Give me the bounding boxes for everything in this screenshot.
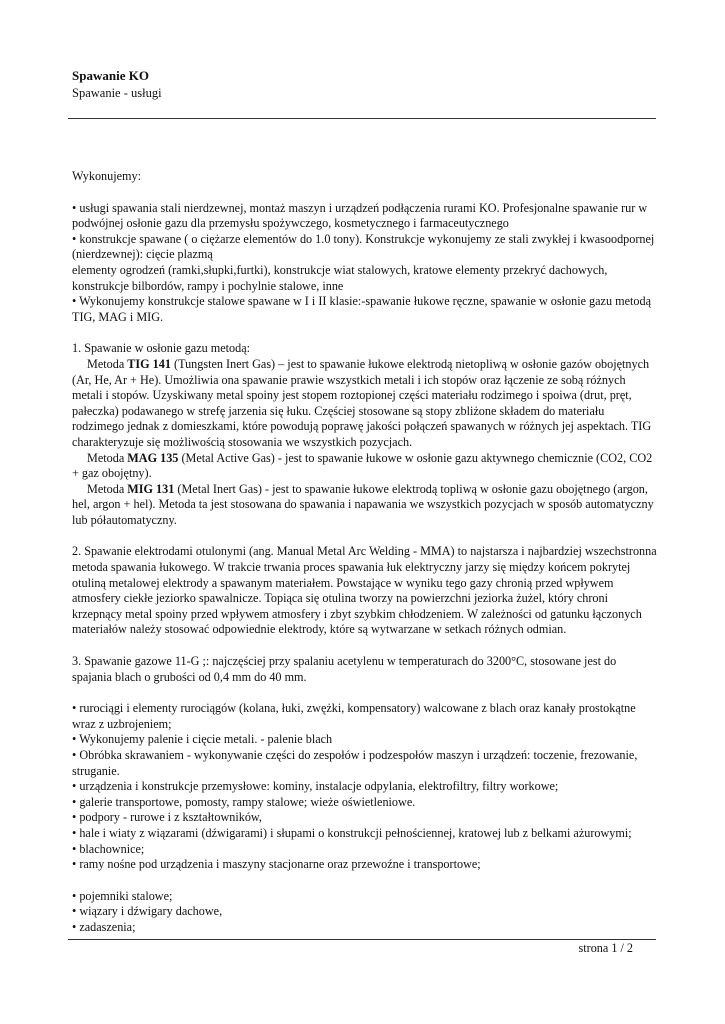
mig-prefix: Metoda	[87, 481, 128, 496]
page-number: strona 1 / 2	[578, 941, 633, 955]
list-item: • wiązary i dźwigary dachowe,	[72, 904, 223, 919]
mag-paragraph	[72, 451, 658, 482]
page-title: Spawanie KO	[72, 68, 149, 83]
mag-prefix: Metoda	[87, 450, 128, 465]
intro-text: Wykonujemy:	[72, 169, 141, 183]
tig-name: TIG 141	[127, 356, 171, 371]
tig-prefix: Metoda	[87, 356, 128, 371]
list-item: • Obróbka skrawaniem - wykonywanie części do zespołów i podzespołów maszyn i urządzeń: toczenie, frezowanie, struganie.	[72, 748, 638, 778]
list-item: • ramy nośne pod urządzenia i maszyny stacjonarne oraz przewoźne i transportowe;	[72, 857, 481, 872]
mag-text: (Metal Active Gas) - jest to spawanie łukowe w osłonie gazu aktywnego chemicznie (CO2, CO2 + gaz obojętny).	[72, 450, 653, 481]
section2-paragraph: 2. Spawanie elektrodami otulonymi (ang. Manual Metal Arc Welding - MMA) to najstarsza i najbardziej wszechstronna metoda spawania łukowego. W trakcie trwania proces spawania łuk elektryczny jarzy się między końcem pokrytej otuliną metalowej elektrody a spawanym materiałem. Powstające w wyniku tego gazy chronią przed wpływem atmosfery ciekłe jeziorko spawalnicze. Topiąca się otulina tworzy na powierzchni jeziorka żużel, który chroni krzepnący metal spoiny przed wpływem atmosfery i zbyt szybkim chłodzeniem. W zależności od gatunku łączonych materiałów należy stosować odpowiednie elektrody, które są wytwarzane w setkach różnych odmian.	[72, 544, 657, 637]
document-header	[72, 68, 162, 101]
list-item: • urządzenia i konstrukcje przemysłowe: kominy, instalacje odpylania, elektrofiltry, filtry workowe;	[72, 779, 559, 794]
service-item: • konstrukcje spawane ( o ciężarze elementów do 1.0 tony). Konstrukcje wykonujemy ze stali zwykłej i kwasoodpornej (nierdzewnej): cięcie plazmą	[72, 231, 655, 262]
mig-paragraph	[72, 482, 658, 529]
mag-name: MAG 135	[127, 450, 179, 465]
section1-heading: 1. Spawanie w osłonie gazu metodą:	[72, 341, 251, 356]
list-item: • galerie transportowe, pomosty, rampy stalowe; wieże oświetleniowe.	[72, 794, 416, 809]
service-item: • Wykonujemy konstrukcje stalowe spawane w I i II klasie:-spawanie łukowe ręczne, spawanie w osłonie gazu metodą TIG, MAG i MIG.	[72, 294, 651, 324]
mig-name: MIG 131	[127, 481, 175, 496]
list-item: • blachownice;	[72, 841, 145, 856]
list-item: • pojemniki stalowe;	[72, 888, 173, 903]
page-subtitle: Spawanie - usługi	[72, 86, 162, 100]
mig-text: (Metal Inert Gas) - jest to spawanie łukowe elektrodą topliwą w osłonie gazu obojętnego (argon, hel, argon + hel). Metoda ta jest stosowana do spawania i napawania we wszystkich pozycjach w sposób automatyczny lub półautomatyczny.	[72, 481, 654, 527]
section3-paragraph: 3. Spawanie gazowe 11-G ;: najczęściej przy spalaniu acetylenu w temperaturach do 3200°C, stosowane jest do spajania blach o grubości od 0,4 mm do 40 mm.	[72, 654, 617, 684]
list-item: • zadaszenia;	[72, 919, 136, 934]
service-item: elementy ogrodzeń (ramki,słupki,furtki), konstrukcje wiat stalowych, kratowe elementy przekryć dachowych, konstrukcje bilbordów, rampy i pochylnie stalowe, inne	[72, 262, 608, 293]
header-divider	[68, 118, 656, 119]
document-body	[72, 169, 658, 936]
list-item: • rurociągi i elementy rurociągów (kolana, łuki, zwężki, kompensatory) walcowane z blach oraz kanały prostokątne wraz z uzbrojeniem;	[72, 701, 636, 731]
service-item: • usługi spawania stali nierdzewnej, montaż maszyn i urządzeń podłączenia rurami KO. Profesjonalne spawanie rur w podwójnej osłonie gazu dla przemysłu spożywczego, kosmetycznego i farmaceutycznego	[72, 200, 648, 231]
list-item: • podpory - rurowe i z kształtowników,	[72, 810, 262, 825]
list-item: • Wykonujemy palenie i cięcie metali. - palenie blach	[72, 732, 333, 747]
tig-paragraph	[72, 357, 658, 451]
tig-text: (Tungsten Inert Gas) – jest to spawanie łukowe elektrodą nietopliwą w osłonie gazów obojętnych (Ar, He, Ar + He). Umożliwia ona spawanie prawie wszystkich metali i ich stopów oraz łączenie ze sobą różnych metali i stopów. Uzyskiwany metal spoiny jest stopem roztopionej części materiału rodzimego i spoiwa (drut, pręt, pałeczka) podawanego w strefę jarzenia się łuku. Częściej stosowane są stopy zbliżone składem do materiału rodzimego jednak z domieszkami, które powodują poprawę jakości połączeń spawanych w różnych jej aspektach. TIG charakteryzuje się możliwością stosowania we wszystkich pozycjach.	[72, 356, 652, 449]
list-item: • hale i wiaty z wiązarami (dźwigarami) i słupami o konstrukcji pełnościennej, kratowej lub z belkami ażurowymi;	[72, 825, 632, 840]
footer-divider	[68, 939, 656, 940]
